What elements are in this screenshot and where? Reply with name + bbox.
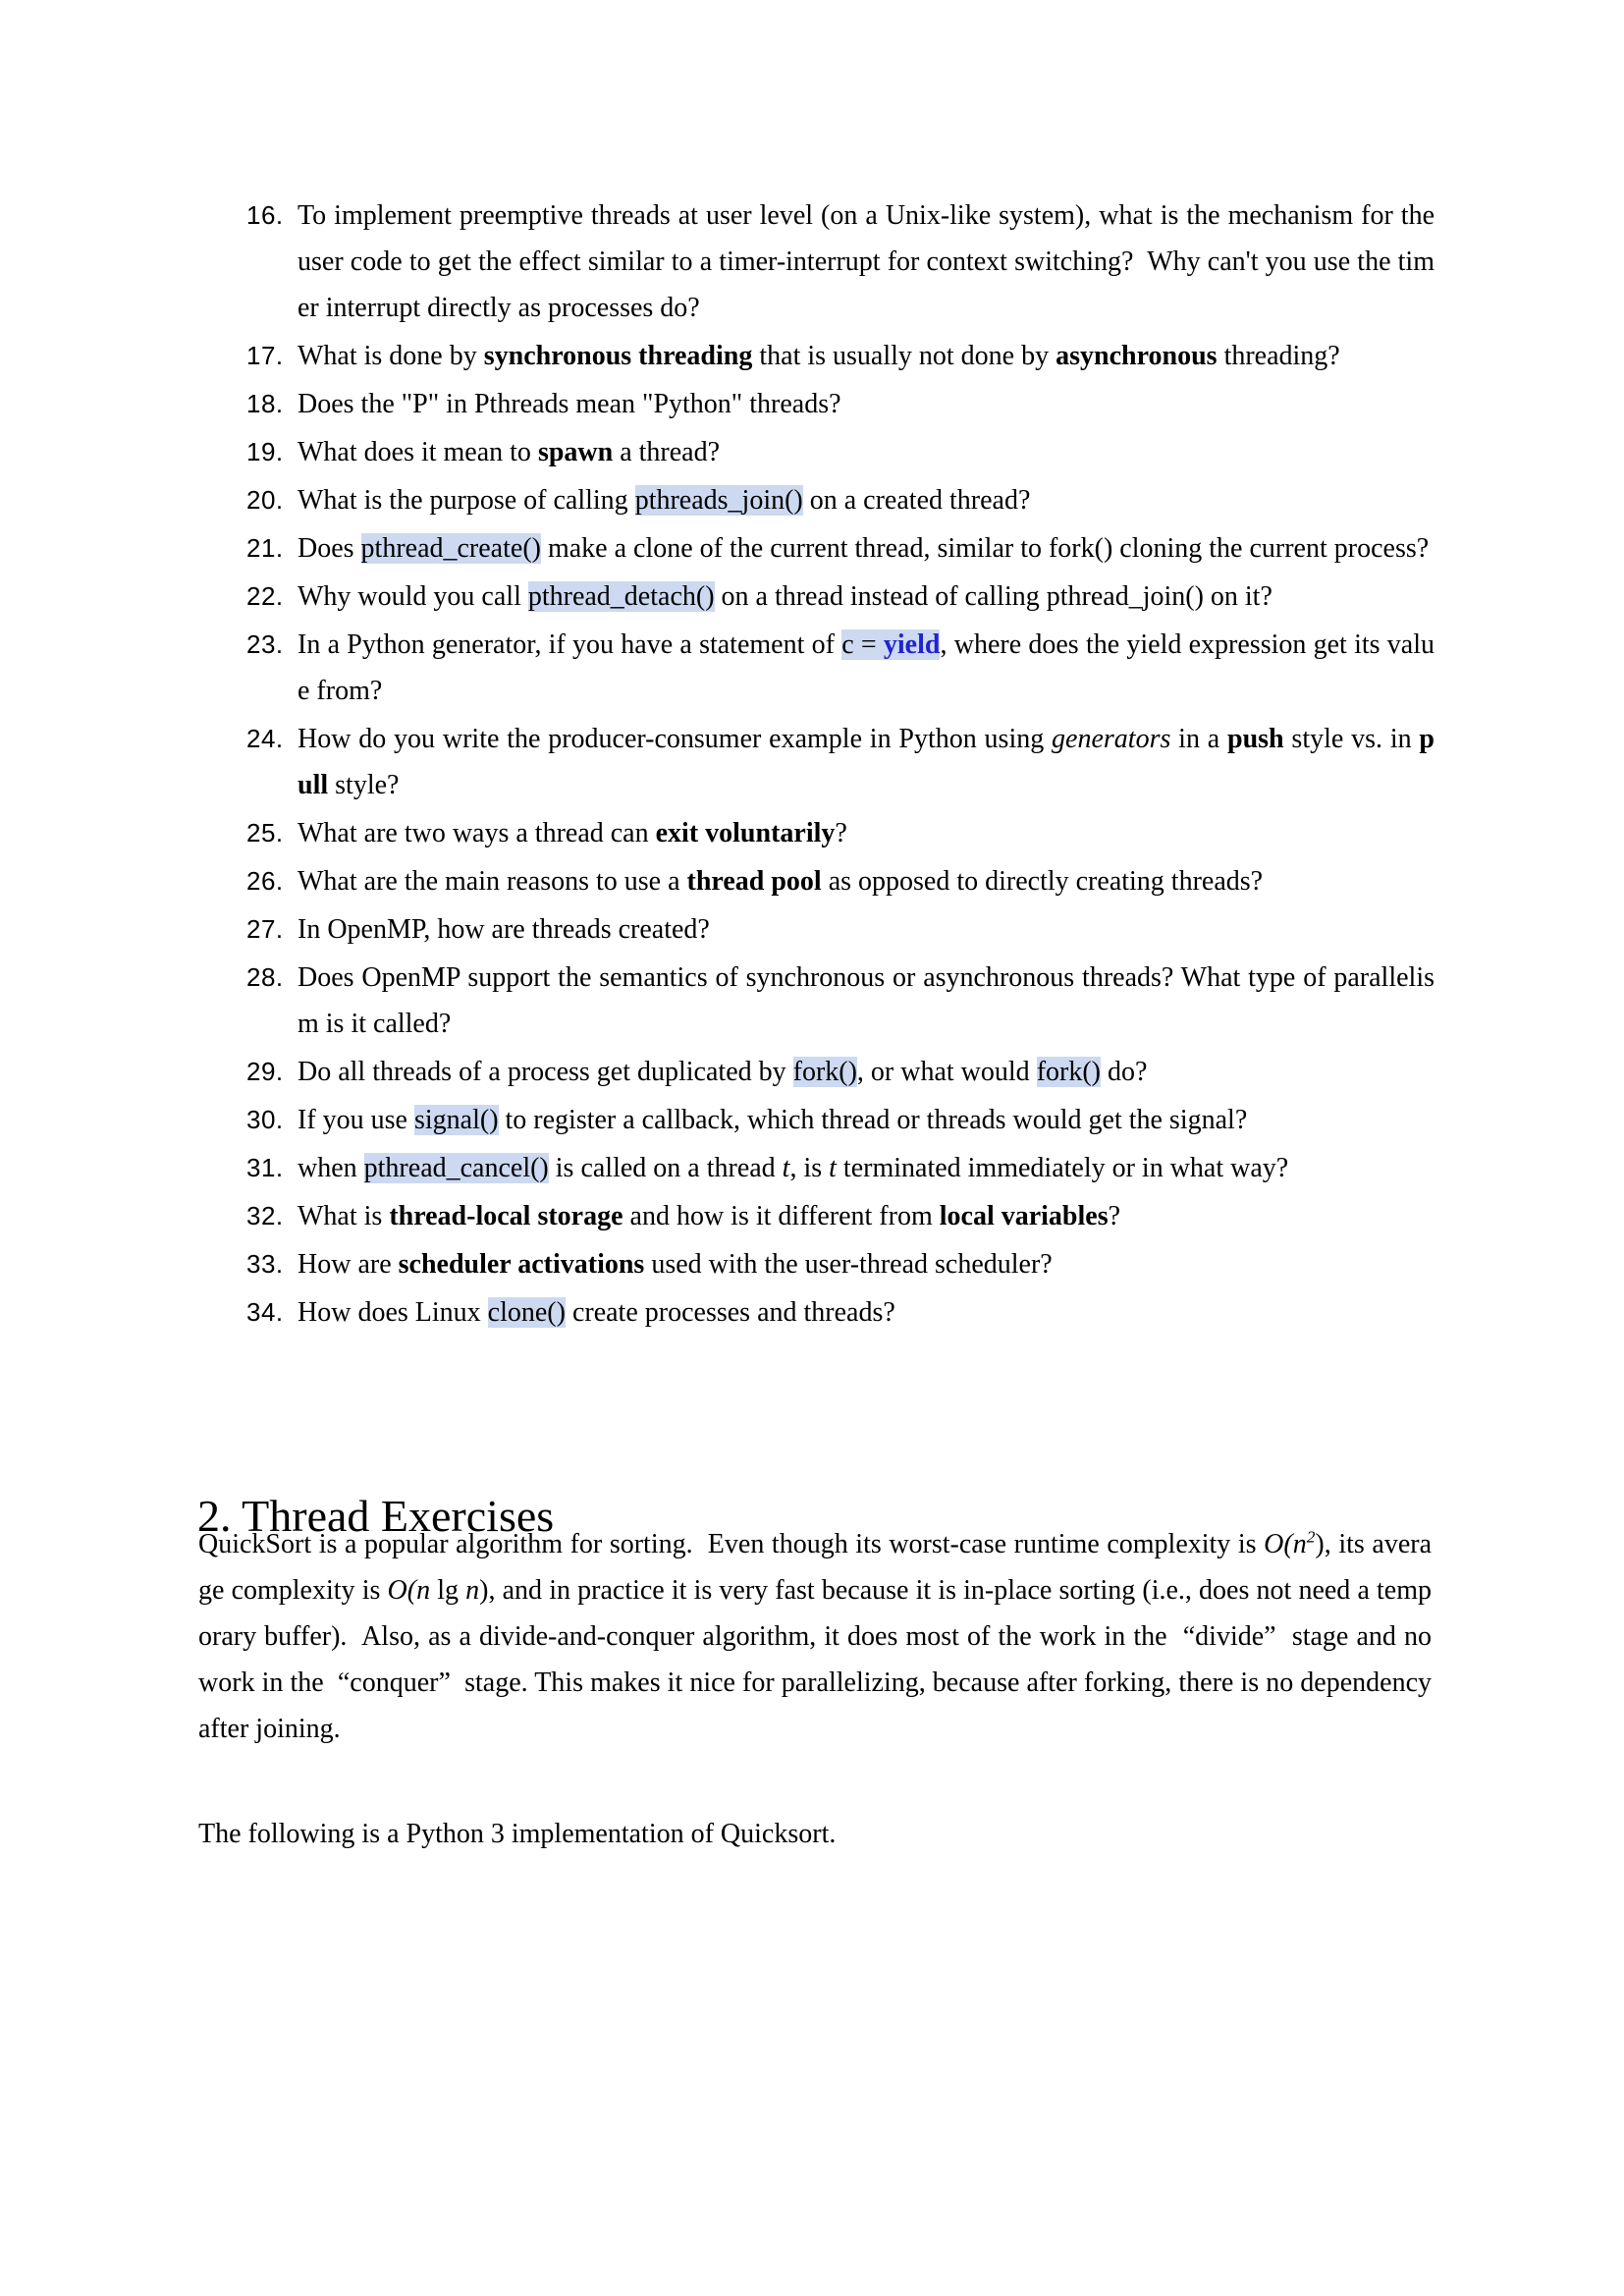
question-item [246, 716, 1435, 808]
question-number: 30. [246, 1105, 284, 1134]
highlighted-term: c = [841, 629, 884, 660]
question-number: 25. [246, 818, 284, 847]
question-number: 23. [246, 629, 284, 659]
highlighted-term: yield [883, 629, 941, 660]
question-text: In a Python generator, if you have a statement of c = yield, where does the yield expression get its value from? [298, 629, 1435, 706]
question-item [246, 858, 1435, 904]
question-number: 33. [246, 1249, 284, 1279]
question-number: 27. [246, 914, 284, 944]
highlighted-term: pthread_detach() [527, 581, 715, 612]
question-text: In OpenMP, how are threads created? [298, 914, 710, 945]
paragraph-quicksort-intro: QuickSort is a popular algorithm for sorting. Even though its worst-case runtime complexity is $O(n^2)$, its average complexity is O(n lg n), and in practice it is very fast because it is in-place sorting (i.e., does not need a temporary buffer). Also, as a divide-and-conquer algorithm, it does most of the work in the “divide” stage and no work in the “conquer” stage. This makes it nice for parallelizing, because after forking, there is no dependency after joining. [198, 1527, 1438, 1744]
question-text: What is the purpose of calling pthreads_join() on a created thread? [298, 485, 1031, 516]
question-item [246, 525, 1435, 572]
question-number: 34. [246, 1297, 284, 1327]
question-item [246, 1289, 1435, 1336]
section-heading: 2. Thread Exercises [197, 1491, 555, 1542]
question-number: 28. [246, 962, 284, 992]
question-number: 24. [246, 724, 284, 753]
highlighted-term: signal() [413, 1105, 499, 1135]
question-item [246, 955, 1435, 1047]
question-number: 22. [246, 581, 284, 611]
question-text: How do you write the producer-consumer example in Python using generators in a push style vs. in pull style? [298, 724, 1435, 800]
question-text: What is thread-local storage and how is it different from local variables? [298, 1201, 1121, 1231]
question-item [246, 1193, 1435, 1239]
question-text: What is done by synchronous threading that is usually not done by asynchronous threading? [298, 341, 1340, 371]
question-item [246, 429, 1435, 475]
question-item [246, 381, 1435, 427]
question-number: 18. [246, 389, 284, 418]
highlighted-term: pthread_create() [360, 533, 541, 564]
question-item [246, 810, 1435, 856]
question-item [246, 333, 1435, 379]
question-number: 19. [246, 437, 284, 466]
question-text: Why would you call pthread_detach() on a thread instead of calling pthread_join() on it? [298, 581, 1272, 612]
question-item [246, 477, 1435, 523]
paragraph-python-implementation: The following is a Python 3 implementation of Quicksort. [198, 1819, 837, 1849]
question-item [246, 1241, 1435, 1287]
question-number: 17. [246, 341, 284, 370]
question-text: Does OpenMP support the semantics of synchronous or asynchronous threads? What type of parallelism is it called? [298, 962, 1435, 1039]
question-text: How are scheduler activations used with the user-thread scheduler? [298, 1249, 1053, 1280]
question-text: How does Linux clone() create processes and threads? [298, 1297, 895, 1328]
question-item [246, 1145, 1435, 1191]
question-text: What does it mean to spawn a thread? [298, 437, 721, 467]
question-text: If you use signal() to register a callback, which thread or threads would get the signal? [298, 1105, 1248, 1135]
question-text: To implement preemptive threads at user level (on a Unix-like system), what is the mechanism for the user code to get the effect similar to a timer-interrupt for context switching? Why can't you use the timer interrupt directly as processes do? [298, 200, 1441, 323]
question-text: Do all threads of a process get duplicated by fork(), or what would fork() do? [298, 1057, 1148, 1087]
question-text: What are the main reasons to use a thread pool as opposed to directly creating threads? [298, 866, 1264, 897]
question-number: 32. [246, 1201, 284, 1230]
highlighted-term: fork() [792, 1057, 857, 1087]
question-number: 16. [246, 200, 284, 230]
question-item [246, 1097, 1435, 1143]
question-number: 26. [246, 866, 284, 896]
question-number: 20. [246, 485, 284, 515]
question-item [246, 622, 1435, 714]
highlighted-term: pthreads_join() [634, 485, 803, 516]
highlighted-term: fork() [1036, 1057, 1101, 1087]
question-item [246, 906, 1435, 953]
question-item [246, 192, 1441, 331]
question-text: when pthread_cancel() is called on a thread t, is t terminated immediately or in what way? [298, 1153, 1289, 1183]
question-list [246, 192, 1441, 1338]
question-text: What are two ways a thread can exit voluntarily? [298, 818, 847, 848]
question-item [246, 1049, 1435, 1095]
question-number: 21. [246, 533, 284, 563]
question-number: 29. [246, 1057, 284, 1086]
question-text: Does the "P" in Pthreads mean "Python" threads? [298, 389, 841, 419]
question-item [246, 574, 1435, 620]
question-text: Does pthread_create() make a clone of the current thread, similar to fork() cloning the current process? [298, 533, 1430, 564]
question-number: 31. [246, 1153, 284, 1182]
highlighted-term: pthread_cancel() [363, 1153, 549, 1183]
highlighted-term: clone() [487, 1297, 566, 1328]
